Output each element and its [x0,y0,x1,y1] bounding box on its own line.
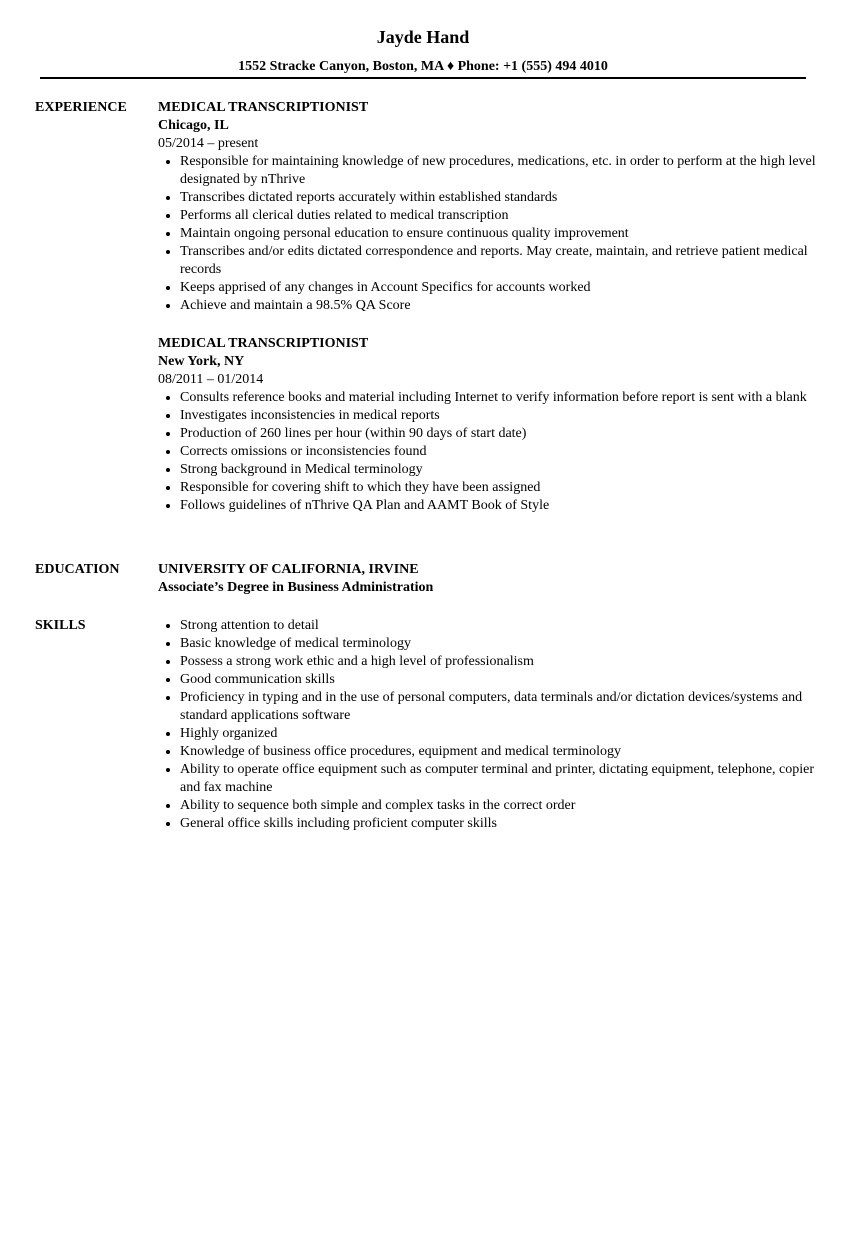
bullet-item: Transcribes and/or edits dictated correspondence and reports. May create, maintain, and retrieve patient medical records [180,243,818,279]
skill-item: Highly organized [180,725,818,743]
bullet-item: Investigates inconsistencies in medical reports [180,407,818,425]
job-dates: 08/2011 – 01/2014 [158,372,264,387]
job-entry [158,99,818,315]
bullet-item: Follows guidelines of nThrive QA Plan and AAMT Book of Style [180,497,818,515]
job-title: MEDICAL TRANSCRIPTIONIST [158,100,369,115]
section-label-experience: EXPERIENCE [35,100,127,115]
skill-item: Knowledge of business office procedures, equipment and medical terminology [180,743,818,761]
skill-item: Basic knowledge of medical terminology [180,635,818,653]
bullet-item: Consults reference books and material including Internet to verify information before report is sent with a blank [180,389,818,407]
skills-list [158,617,818,833]
job-bullets [158,389,818,515]
skill-item: General office skills including proficient computer skills [180,815,818,833]
bullet-item: Maintain ongoing personal education to ensure continuous quality improvement [180,225,818,243]
candidate-name: Jayde Hand [376,27,470,47]
bullet-item: Responsible for covering shift to which they have been assigned [180,479,818,497]
header-divider [40,77,806,79]
job-title: MEDICAL TRANSCRIPTIONIST [158,336,369,351]
contact-info: 1552 Stracke Canyon, Boston, MA ♦ Phone: +1 (555) 494 4010 [238,59,608,74]
skill-item: Ability to sequence both simple and complex tasks in the correct order [180,797,818,815]
section-label-skills: SKILLS [35,618,86,633]
bullet-item: Responsible for maintaining knowledge of new procedures, medications, etc. in order to perform at the high level designated by nThrive [180,153,818,189]
bullet-item: Achieve and maintain a 98.5% QA Score [180,297,818,315]
bullet-item: Corrects omissions or inconsistencies found [180,443,818,461]
job-location: Chicago, IL [158,118,229,133]
degree: Associate’s Degree in Business Administration [158,580,434,595]
section-label-education: EDUCATION [35,562,120,577]
skill-item: Possess a strong work ethic and a high level of professionalism [180,653,818,671]
skill-item: Strong attention to detail [180,617,818,635]
skill-item: Ability to operate office equipment such as computer terminal and printer, dictating equipment, telephone, copier and fax machine [180,761,818,797]
bullet-item: Production of 260 lines per hour (within 90 days of start date) [180,425,818,443]
skill-item: Proficiency in typing and in the use of personal computers, data terminals and/or dictation devices/systems and standard applications software [180,689,818,725]
skill-item: Good communication skills [180,671,818,689]
job-dates: 05/2014 – present [158,136,259,151]
job-entry [158,335,818,515]
job-location: New York, NY [158,354,245,369]
bullet-item: Keeps apprised of any changes in Account Specifics for accounts worked [180,279,818,297]
job-bullets [158,153,818,315]
school-name: UNIVERSITY OF CALIFORNIA, IRVINE [158,562,419,577]
bullet-item: Transcribes dictated reports accurately within established standards [180,189,818,207]
bullet-item: Performs all clerical duties related to medical transcription [180,207,818,225]
bullet-item: Strong background in Medical terminology [180,461,818,479]
